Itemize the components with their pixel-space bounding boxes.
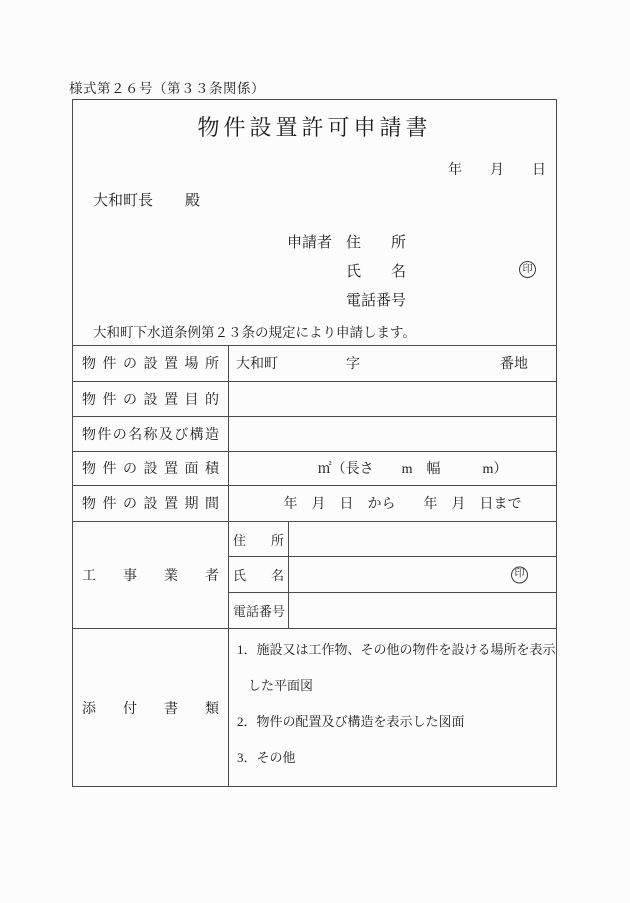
applicant-role-label: 申請者 [287,234,333,251]
declaration-text: 大和町下水道条例第２３条の規定により申請します。 [93,325,416,340]
contractor-address-label: 住 所 [229,522,289,557]
location-banchi-text: 番地 [500,357,528,373]
contractor-phone-cell [289,593,556,628]
attachment-item-2: 2．物件の配置及び構造を表示した図面 [237,714,465,730]
addressee-honorific: 殿 [185,193,201,209]
period-label: 物 件 の 設 置 期 間 [73,486,229,521]
location-aza-text: 字 [346,357,360,373]
purpose-value-cell [229,382,556,417]
contractor-address-cell [289,522,556,557]
form-frame [72,99,557,787]
table-row-name-structure [73,416,556,451]
applicant-name-label: 氏 名 [346,263,406,280]
table-row-attachments [73,628,556,786]
contractor-name-cell [289,557,556,592]
applicant-phone-label: 電 話 番 号 [346,292,407,309]
attachment-item-1: 1．施設又は工作物、その他の物件を設ける場所を表示 [237,642,556,658]
table-row-location [73,345,556,381]
applicant-address-row [287,233,406,249]
addressee-name: 大和町長 [93,193,154,209]
area-value-cell: ㎡（長さ m 幅 m） [317,462,508,478]
applicant-phone-row [287,291,406,307]
contractor-phone-row [229,592,556,628]
contractor-label: 工 事 業 者 [73,522,229,628]
attachment-item-3: 3．その他 [237,750,296,766]
table-row-period [73,485,556,521]
contractor-seal-icon: 印 [511,566,528,583]
name-structure-label: 物 件 の 名 称 及 び 構 造 [73,417,229,451]
date-line: 年 月 日 [448,163,546,178]
area-label: 物 件 の 設 置 面 積 [73,452,229,486]
table-row-purpose [73,381,556,417]
location-label: 物 件 の 設 置 場 所 [73,346,229,381]
location-value-cell [229,346,556,381]
contractor-name-label: 氏 名 [229,557,289,592]
applicant-block [287,233,406,320]
form-number: 様式第２６号（第３３条関係） [69,81,265,96]
attachments-list [229,629,556,786]
applicant-seal-icon: 印 [519,261,536,278]
addressee-line [93,189,200,210]
applicant-address-label: 住 所 [346,234,406,251]
location-town-text: 大和町 [236,357,278,373]
applicant-name-row [287,262,406,278]
contractor-phone-label: 電 話 番 号 [229,593,289,628]
contractor-address-row [229,522,556,557]
attachments-label: 添 付 書 類 [73,629,229,786]
purpose-label: 物 件 の 設 置 目 的 [73,382,229,417]
period-value-cell: 年 月 日 から 年 月 日まで [283,497,522,513]
form-title: 物件設置許可申請書 [197,115,432,140]
form-table [73,345,556,786]
table-row-contractor [73,521,556,628]
attachment-item-1-continued: した平面図 [248,678,314,694]
contractor-subtable [229,522,556,628]
contractor-name-row [229,556,556,592]
table-row-area [73,451,556,486]
name-structure-value-cell [229,417,556,451]
